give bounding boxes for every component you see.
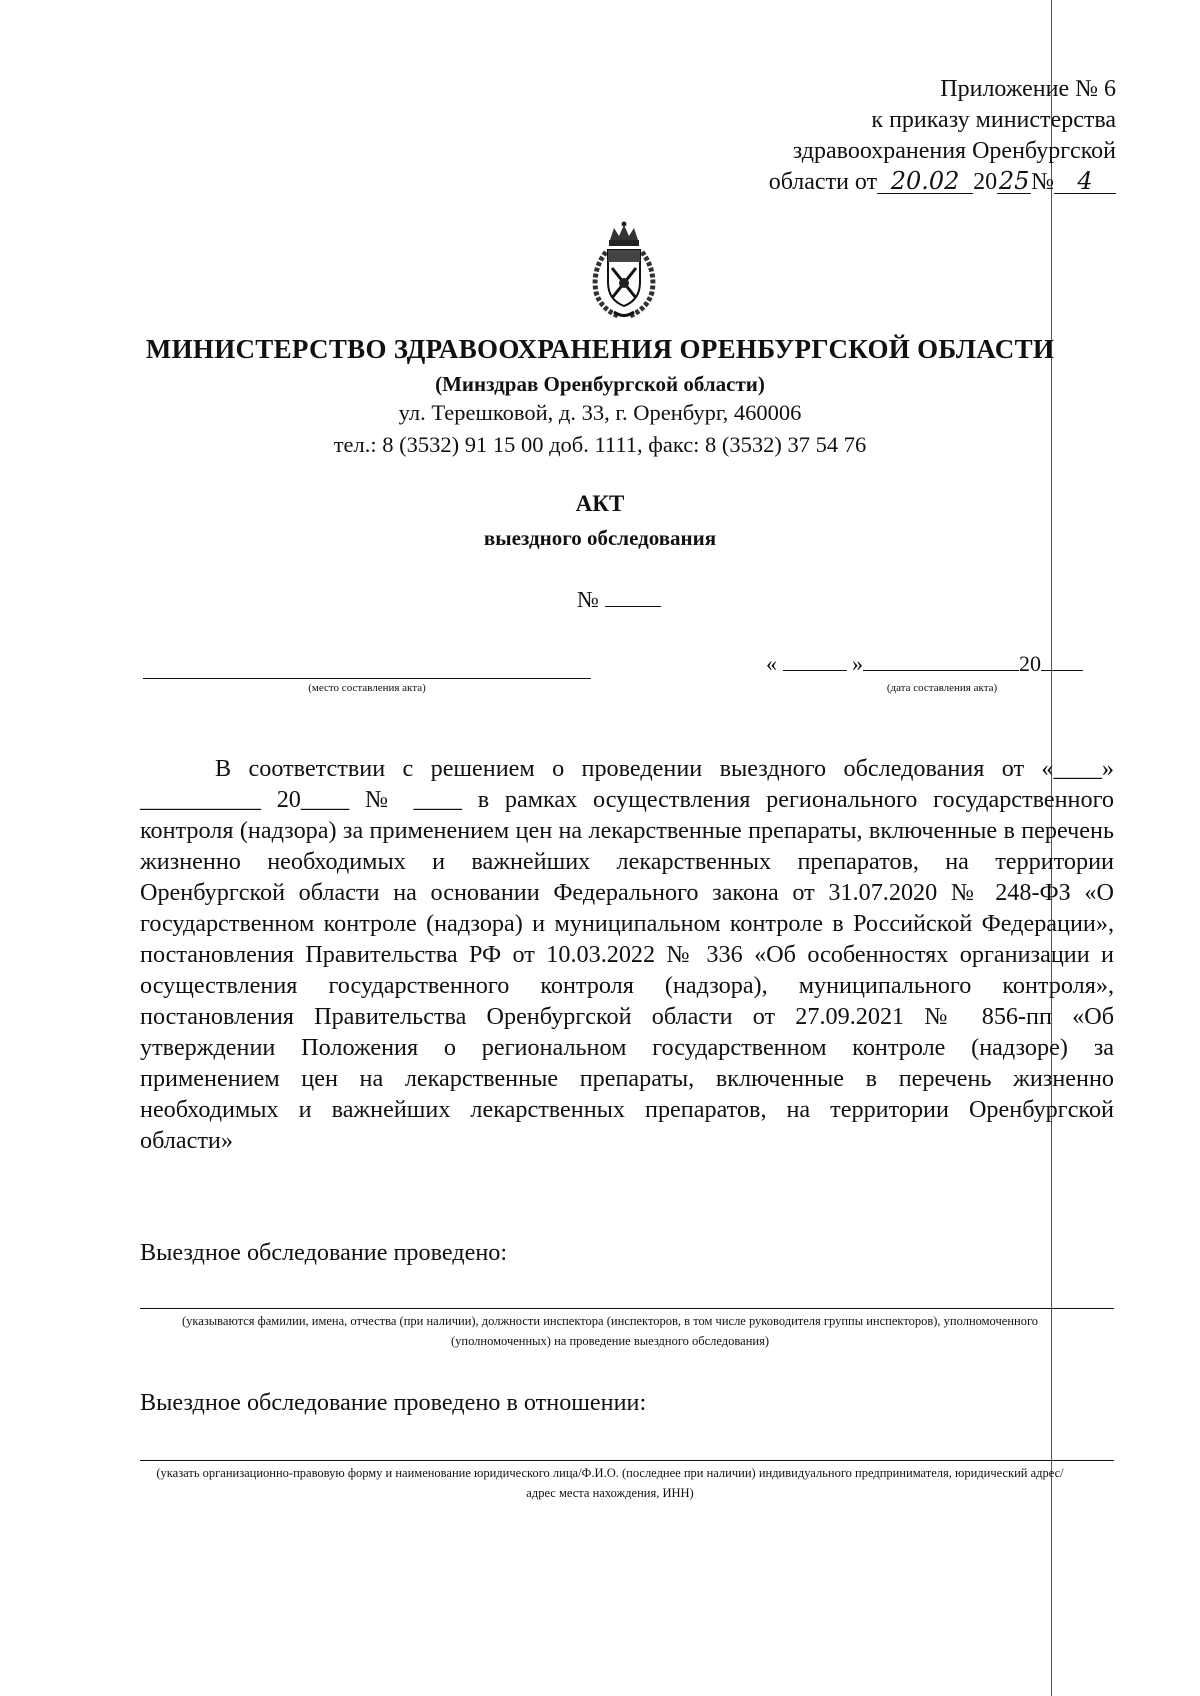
date-year-blank [1041,654,1083,671]
conducted-line [140,1308,1114,1309]
date-year-prefix: 20 [1019,651,1041,676]
ministry-short-name: (Минздрав Оренбургской области) [435,372,765,396]
ministry-phone: тел.: 8 (3532) 91 15 00 доб. 1111, факс: 8 (3532) 37 54 76 [333,432,867,457]
date-month-blank [863,654,1019,671]
act-subtitle: выездного обследования [483,526,717,550]
date-caption: (дата составления акта) [886,682,998,694]
act-number [577,587,661,613]
place-line [143,678,591,679]
appendix-line-4 [596,167,1116,198]
appendix-date-prefix: области от [768,169,878,195]
act-number-label: № [577,587,599,612]
conducted-regarding-line [140,1460,1114,1461]
appendix-number-label: № [1031,169,1054,195]
act-title: АКТ [575,491,625,516]
act-number-blank [605,588,661,607]
date-row [766,651,1083,677]
conducted-label: Выездное обследование проведено: [140,1239,508,1266]
date-quote-close: » [852,651,863,676]
appendix-line-3: здравоохранения Оренбургской [792,138,1116,164]
appendix-date-handwritten: 20.02 [877,169,973,194]
conducted-regarding-caption: (указать организационно-правовую форму и наименование юридического лица/Ф.И.О. (последнее при наличии) индивидуального предпринимателя, юридический адрес/адрес места нахождения, ИНН) [156,1466,1064,1500]
appendix-block [596,74,1116,198]
conducted-caption: (указываются фамилии, имена, отчества (при наличии), должности инспектора (инспекторов, в том числе руководителя группы инспекторов), уполномоченного (уполномоченных) на проведение выездного обследования) [181,1314,1039,1348]
date-quote-open: « [766,651,777,676]
appendix-year-prefix: 20 [973,169,998,195]
orenburg-coat-of-arms-icon [584,220,664,320]
act-body [140,753,1114,1156]
appendix-number-handwritten: 4 [1054,169,1116,194]
appendix-line-1: Приложение № 6 [940,76,1116,102]
ministry-name: МИНИСТЕРСТВО ЗДРАВООХРАНЕНИЯ ОРЕНБУРГСКОЙ ОБЛАСТИ [145,334,1055,364]
ministry-address: ул. Терешковой, д. 33, г. Оренбург, 460006 [398,400,802,425]
date-day-blank [783,654,847,671]
place-caption: (место составления акта) [308,682,426,694]
appendix-year-handwritten: 25 [998,167,1030,195]
conducted-regarding-label: Выездное обследование проведено в отношении: [140,1389,647,1416]
act-body-paragraph: В соответствии с решением о проведении выездного обследования от «____» __________ 20____ № ____ в рамках осуществления регионального государственного контроля (надзора) за применением цен на лекарственные препараты, включенные в перечень жизненно необходимых и важнейших лекарственных препаратов, на территории Оренбургской области на основании Федерального закона от 31.07.2020 № 248-ФЗ «О государственном контроле (надзора) и муниципальном контроле в Российской Федерации», постановления Правительства РФ от 10.03.2022 № 336 «Об особенностях организации и осуществления государственного контроля (надзора), муниципального контроля», постановления Правительства Оренбургской области от 27.09.2021 № 856-пп «Об утверждении Положения о региональном государственном контроле (надзоре) за применением цен на лекарственные препараты, включенные в перечень жизненно необходимых и важнейших лекарственных препаратов, на территории Оренбургской области» [140,755,1114,1154]
appendix-line-2: к приказу министерства [871,107,1116,133]
